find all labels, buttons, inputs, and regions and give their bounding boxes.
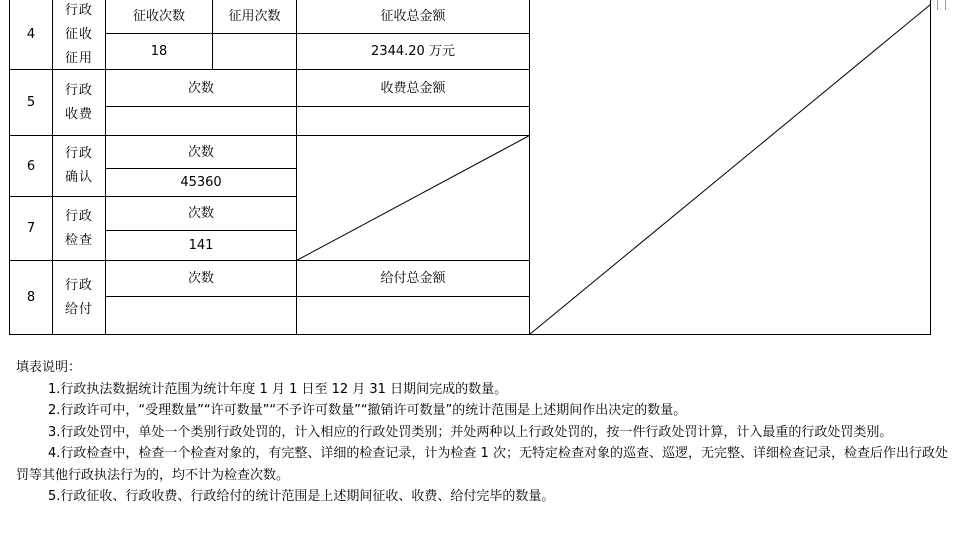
category-line: 检查 bbox=[64, 232, 93, 248]
row-category bbox=[53, 0, 105, 69]
value-cell: 141 bbox=[188, 238, 214, 253]
value-cell bbox=[213, 34, 296, 69]
value-cell: 2344.20 万元 bbox=[371, 44, 455, 59]
column-header: 次数 bbox=[187, 80, 214, 96]
category-line: 行政 bbox=[64, 208, 93, 224]
category-line: 行政 bbox=[64, 82, 93, 98]
category-line: 征收 bbox=[64, 26, 93, 42]
row-category bbox=[53, 70, 105, 135]
category-line: 行政 bbox=[64, 146, 93, 161]
column-header: 征用次数 bbox=[228, 9, 281, 24]
row-category bbox=[53, 136, 105, 196]
note-item: 1.行政执法数据统计范围为统计年度 1 月 1 日至 12 月 31 日期间完成的数量。 bbox=[48, 381, 508, 397]
value-cell bbox=[106, 107, 296, 135]
column-header: 征收次数 bbox=[132, 9, 185, 24]
table-bottom-border bbox=[9, 334, 931, 335]
row-category bbox=[53, 261, 105, 334]
row-number: 5 bbox=[26, 95, 36, 110]
category-line: 征用 bbox=[64, 50, 93, 66]
category-line: 确认 bbox=[64, 170, 93, 185]
value-cell: 45360 bbox=[180, 175, 222, 190]
category-line: 给付 bbox=[64, 301, 93, 317]
filling-instructions bbox=[16, 357, 950, 508]
note-item: 3.行政处罚中，单处一个类别行政处罚的，计入相应的行政处罚类别；并处两种以上行政处罚的，按一件行政处罚计算，计入最重的行政处罚类别。 bbox=[48, 424, 893, 440]
row-number: 8 bbox=[26, 290, 36, 305]
category-line: 行政 bbox=[64, 277, 93, 293]
column-header: 次数 bbox=[187, 206, 214, 221]
note-item: 5.行政征收、行政收费、行政给付的统计范围是上述期间征收、收费、给付完毕的数量。 bbox=[48, 489, 555, 504]
row-number: 4 bbox=[26, 27, 36, 42]
page-corner-mark bbox=[945, 0, 946, 10]
table-rule bbox=[529, 0, 530, 335]
table-right-border bbox=[930, 0, 931, 335]
row-number: 7 bbox=[26, 221, 36, 236]
note-item: 4.行政检查中，检查一个检查对象的，有完整、详细的检查记录，计为检查 1 次；无特定检查对象的巡查、巡逻，无完整、详细检查记录，检查后作出行政处罚等其他行政执法行为的，均不计为检查次数。 bbox=[16, 446, 948, 483]
value-cell bbox=[297, 297, 529, 334]
notes-title: 填表说明： bbox=[16, 360, 82, 375]
diagonal-strike-large bbox=[530, 5, 931, 335]
diagonal-strike-small bbox=[297, 136, 530, 261]
note-item: 2.行政许可中，“受理数量”“许可数量”“不予许可数量”“撤销许可数量”的统计范围是上述期间作出决定的数量。 bbox=[48, 403, 687, 418]
value-cell: 18 bbox=[150, 44, 168, 59]
page-corner-mark bbox=[937, 0, 938, 10]
row-number: 6 bbox=[26, 158, 36, 174]
column-header: 给付总金额 bbox=[380, 271, 446, 286]
value-cell bbox=[297, 107, 529, 135]
column-header: 征收总金额 bbox=[380, 9, 446, 24]
column-header: 收费总金额 bbox=[380, 80, 446, 96]
category-line: 收费 bbox=[64, 106, 93, 122]
column-header: 次数 bbox=[187, 271, 214, 286]
column-header: 次数 bbox=[187, 144, 214, 160]
value-cell bbox=[106, 297, 296, 334]
category-line: 行政 bbox=[64, 2, 93, 18]
row-category bbox=[53, 197, 105, 260]
